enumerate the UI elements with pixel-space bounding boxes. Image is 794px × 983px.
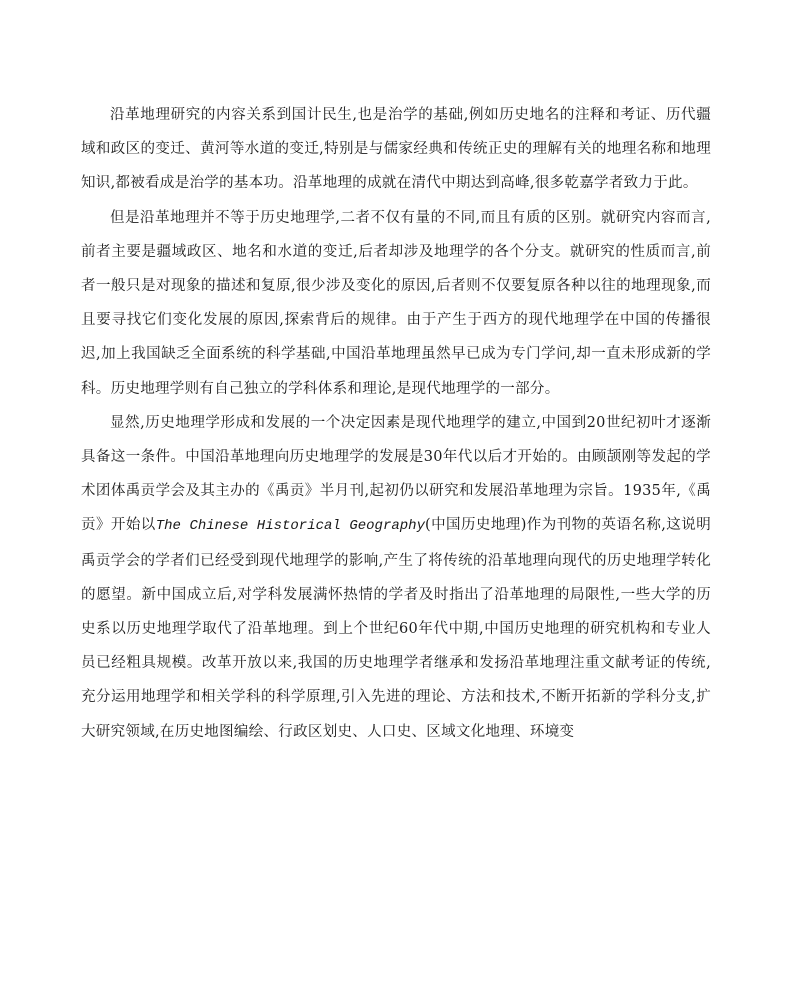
paragraph-2: 但是沿革地理并不等于历史地理学,二者不仅有量的不同,而且有质的区别。就研究内容而言,前者主要是疆域政区、地名和水道的变迁,后者却涉及地理学的各个分支。就研究的性质而言,前者一般只是对现象的描述和复原,很少涉及变化的原因,后者则不仅要复原各种以往的地理现象,而且要寻找它们变化发展的原因,探索背后的规律。由于产生于西方的现代地理学在中国的传播很迟,加上我国缺乏全面系统的科学基础,中国沿革地理虽然早已成为专门学问,却一直未形成新的学科。历史地理学则有自己独立的学科体系和理论,是现代地理学的一部分。 xyxy=(81,209,711,397)
paragraph-1: 沿革地理研究的内容关系到国计民生,也是治学的基础,例如历史地名的注释和考证、历代疆域和政区的变迁、黄河等水道的变迁,特别是与儒家经典和传统正史的理解有关的地理名称和地理知识,都被看成是治学的基本功。沿革地理的成就在清代中期达到高峰,很多乾嘉学者致力于此。 xyxy=(81,107,711,192)
english-journal-title: The Chinese Historical Geography xyxy=(155,518,425,535)
paragraph-3-part-1: 显然,历史地理学形成和发展的一个决定因素是现代地理学的建立,中国到20世纪初叶才逐渐具备这一条件。中国沿革地理向历史地理学的发展是30年代以后才开始的。由顾颉刚等发起的学术团体禹贡学会及其主办的《禹贡》半月刊,起初仍以研究和发展沿革地理为宗旨。1935年,《禹贡》开始以 xyxy=(81,414,711,534)
paragraph-3-part-2: (中国历史地理)作为刊物的英语名称,这说明禹贡学会的学者们已经受到现代地理学的影响,产生了将传统的沿革地理向现代的历史地理学转化的愿望。新中国成立后,对学科发展满怀热情的学者及时指出了沿革地理的局限性,一些大学的历史系以历史地理学取代了沿革地理。到上个世纪60年代中期,中国历史地理的研究机构和专业人员已经粗具规模。改革开放以来,我国的历史地理学者继承和发扬沿革地理注重文献考证的传统,充分运用地理学和相关学科的科学原理,引入先进的理论、方法和技术,不断开拓新的学科分支,扩大研究领域,在历史地图编绘、行政区划史、人口史、区域文化地理、环境变 xyxy=(81,517,711,740)
article-body xyxy=(81,98,711,749)
paragraph-3 xyxy=(81,406,711,749)
